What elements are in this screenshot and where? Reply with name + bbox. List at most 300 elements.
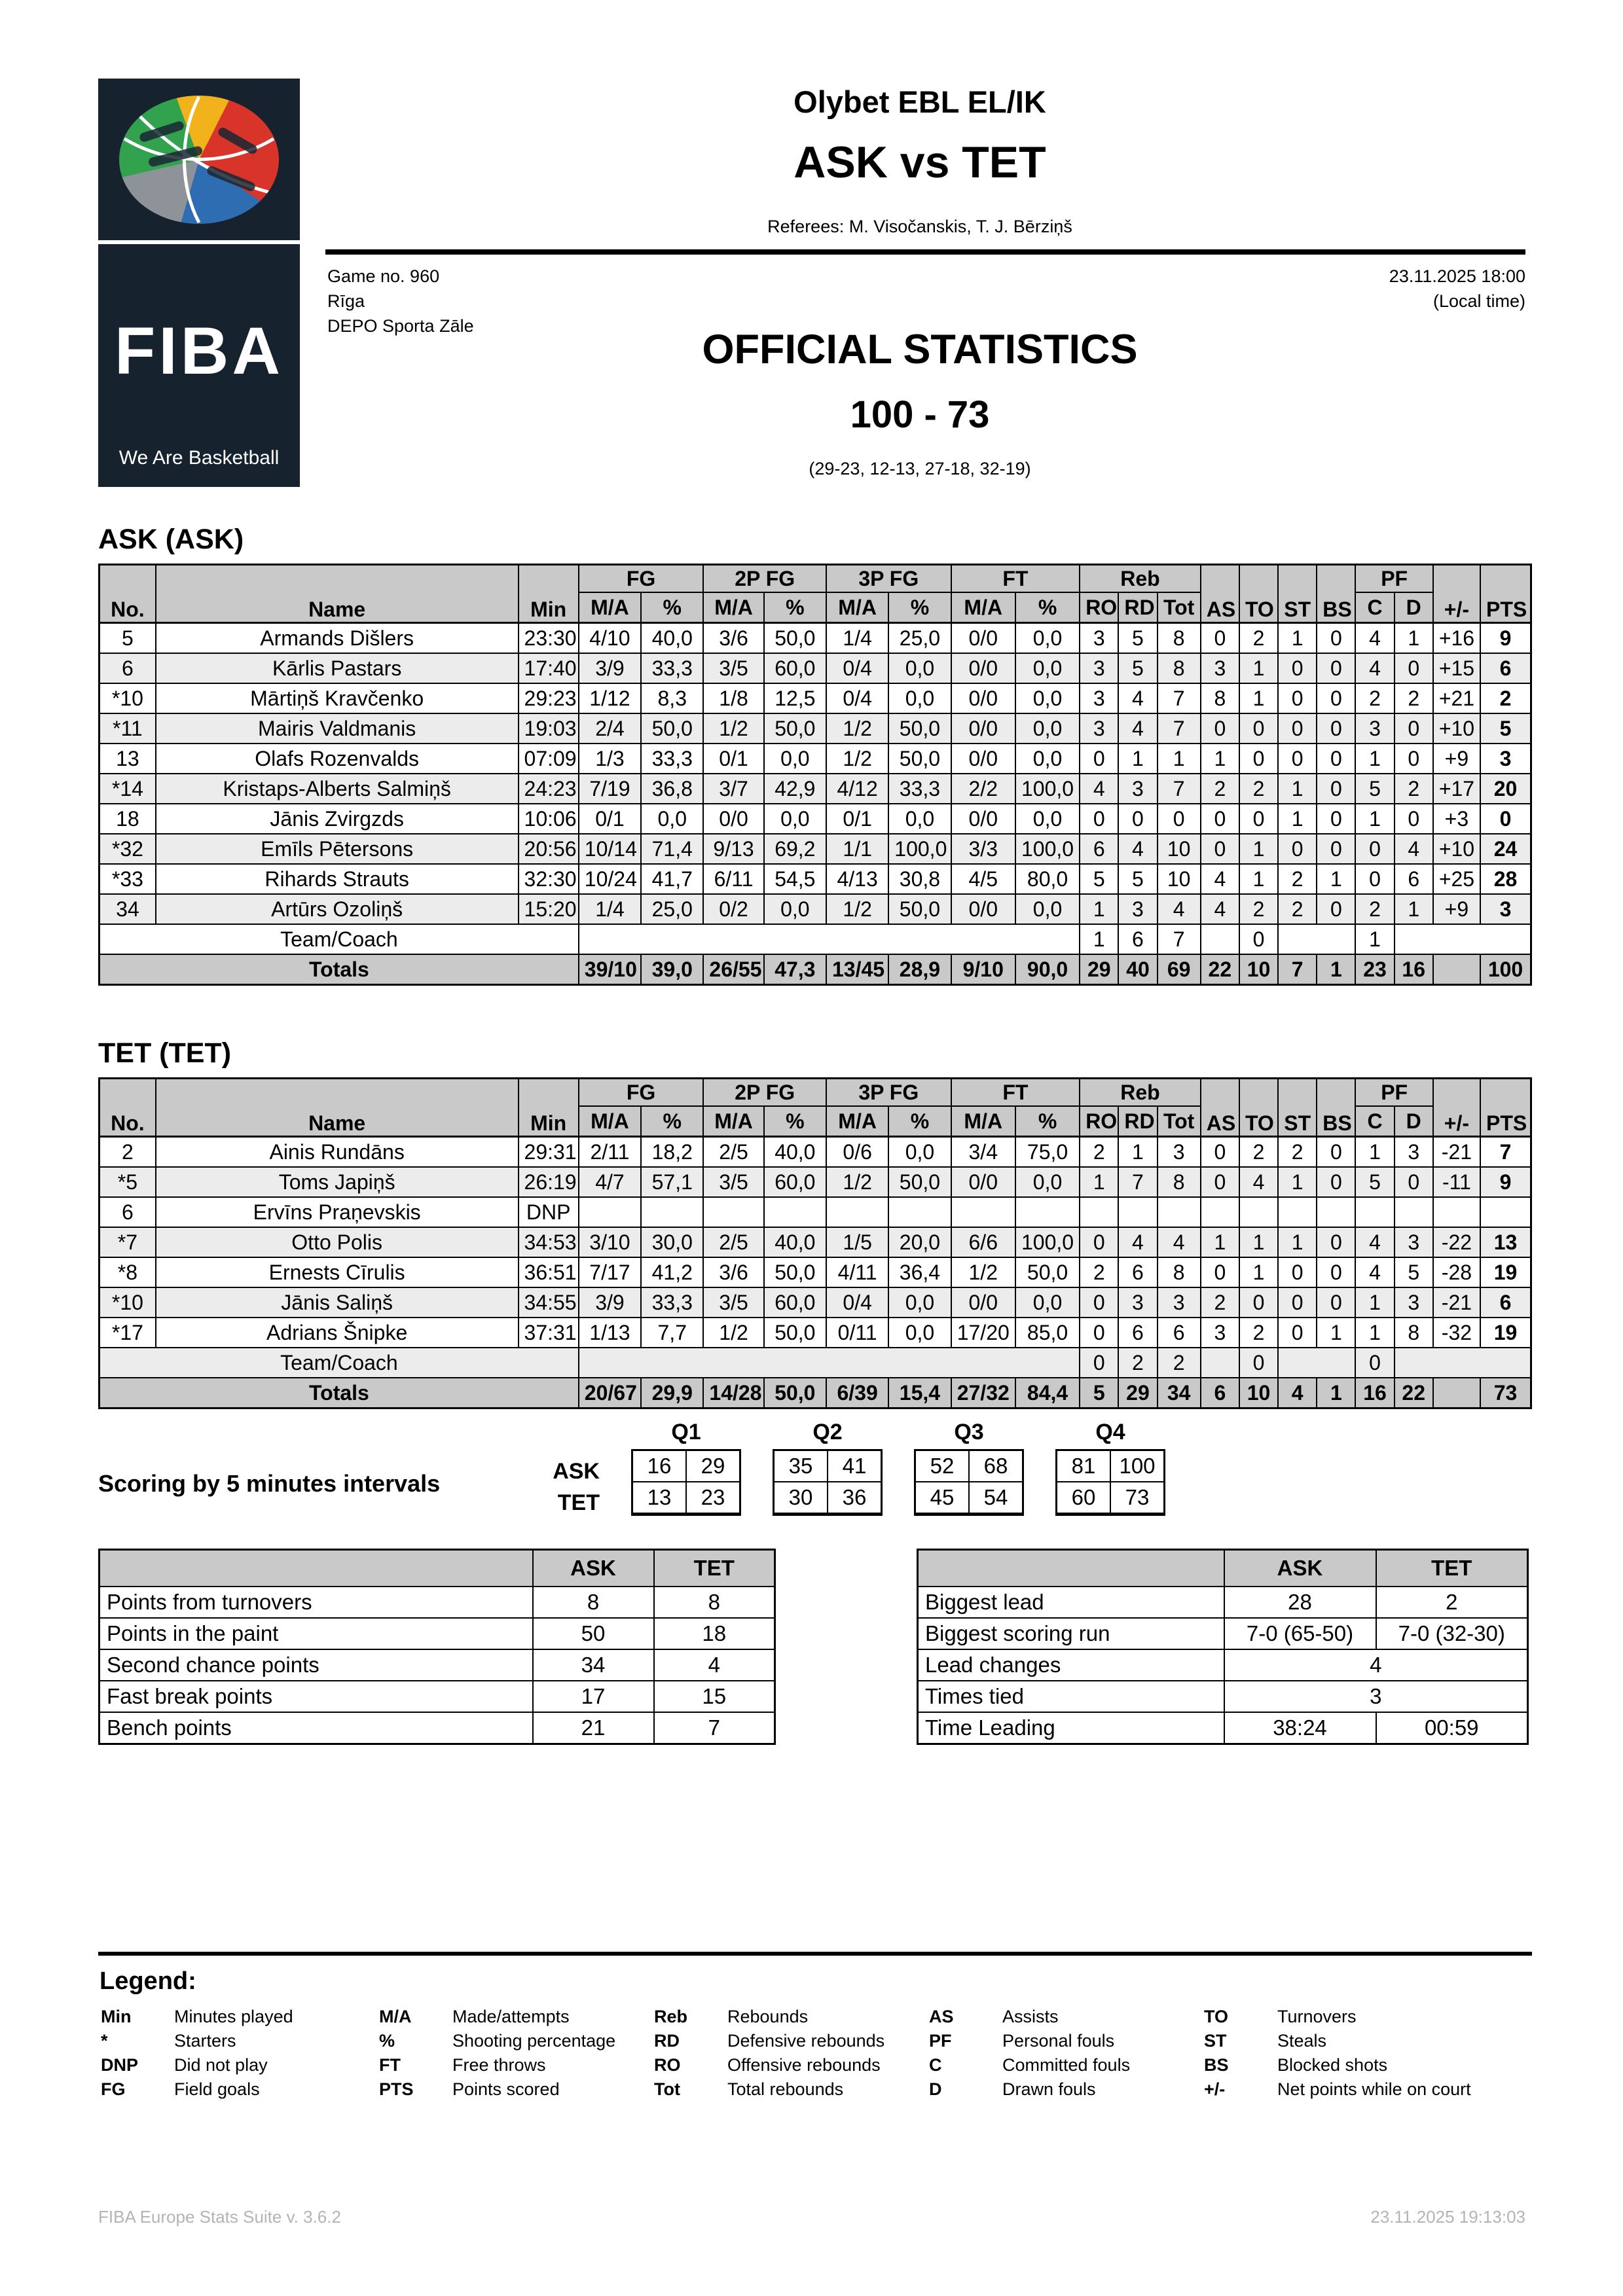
stat-cell-p3p: 50,0 — [888, 1167, 951, 1197]
g — [124, 97, 274, 223]
stat-cell-tot: 7 — [1158, 774, 1201, 804]
player-row — [100, 774, 1531, 804]
stat-cell-ro: 3 — [1080, 653, 1118, 683]
cmp-label: Bench points — [100, 1712, 533, 1744]
stat-cell-d: 3 — [1395, 1287, 1433, 1318]
stat-cell-p2p: 0,0 — [764, 744, 826, 774]
stat-cell-c: 4 — [1355, 1227, 1394, 1257]
stat-cell-c: 1 — [1355, 1318, 1394, 1348]
quarter-block — [914, 1419, 1024, 1518]
stat-cell: Team/Coach — [100, 1348, 579, 1378]
quarter-score-table — [773, 1449, 883, 1516]
stat-cell-st: 2 — [1278, 1137, 1317, 1168]
legend — [98, 1952, 1532, 2102]
stat-cell-p2p: 40,0 — [764, 1227, 826, 1257]
rect — [217, 126, 259, 155]
stat-cell-to: 2 — [1239, 894, 1278, 924]
stat-cell-pm: -11 — [1433, 1167, 1480, 1197]
col-tot: Tot — [1158, 1106, 1201, 1137]
stat-cell-p2: 2/5 — [703, 1137, 763, 1168]
legend-item — [376, 2029, 651, 2053]
stat-cell-p2p: 50,0 — [764, 1318, 826, 1348]
stat-cell-name: Rihards Strauts — [156, 864, 519, 894]
player-row — [100, 1167, 1531, 1197]
ask-column-header: ASK — [1224, 1550, 1376, 1587]
quarter-block — [1055, 1419, 1165, 1518]
stat-cell-fgp: 30,0 — [641, 1227, 703, 1257]
stat-cell-pts: 6 — [1480, 1287, 1531, 1318]
stat-cell-fgp: 50,0 — [641, 713, 703, 744]
stat-cell-p3: 1/2 — [826, 744, 888, 774]
col-fg-ma: M/A — [579, 1106, 641, 1137]
stat-cell-name: Toms Japiņš — [156, 1167, 519, 1197]
tet-title: TET (TET) — [98, 1037, 232, 1069]
col-d: D — [1395, 1106, 1433, 1137]
stat-cell-pm: -22 — [1433, 1227, 1480, 1257]
final-score: 100 - 73 — [850, 393, 990, 436]
legend-desc: Offensive rebounds — [727, 2055, 881, 2075]
legend-item — [1201, 2053, 1532, 2077]
stat-cell-fg: 1/4 — [579, 894, 641, 924]
stat-cell-ro: 2 — [1080, 1257, 1118, 1287]
cmp-label: Lead changes — [918, 1649, 1224, 1681]
quarter-label: Q1 — [671, 1420, 701, 1444]
stat-cell-ro — [1080, 1197, 1118, 1227]
stat-cell-d: 3 — [1395, 1137, 1433, 1168]
stat-cell-p3p: 36,4 — [888, 1257, 951, 1287]
stat-cell-p2p: 69,2 — [764, 834, 826, 864]
stat-cell-tot: 10 — [1158, 834, 1201, 864]
stat-cell-pm — [1433, 1197, 1480, 1227]
cmp-tet-value: 18 — [654, 1618, 775, 1649]
stat-cell-d: 6 — [1395, 864, 1433, 894]
stat-cell-fg: 10/14 — [579, 834, 641, 864]
stat-cell-min: 36:51 — [519, 1257, 579, 1287]
stat-cell-st: 1 — [1278, 774, 1317, 804]
legend-abbr: D — [929, 2079, 942, 2099]
stat-cell-no: 18 — [100, 804, 156, 834]
stat-cell: 2 — [1118, 1348, 1157, 1378]
stat-cell-tot: 10 — [1158, 864, 1201, 894]
stat-cell-p3p — [888, 1197, 951, 1227]
stat-cell-p2p: 50,0 — [764, 623, 826, 654]
cmp-label: Fast break points — [100, 1681, 533, 1712]
cmp-tet-value: 4 — [654, 1649, 775, 1681]
col-to: TO — [1239, 1079, 1278, 1137]
legend-desc: Made/attempts — [452, 2007, 570, 2026]
stat-cell-fg — [579, 1197, 641, 1227]
stat-cell-pm: -32 — [1433, 1318, 1480, 1348]
stat-cell-as: 8 — [1201, 683, 1239, 713]
game-stats-table — [98, 1549, 776, 1745]
stat-cell-as: 0 — [1201, 1257, 1239, 1287]
player-row — [100, 1318, 1531, 1348]
stat-cell-no: 13 — [100, 744, 156, 774]
stat-cell-ft: 3/3 — [951, 834, 1015, 864]
col-pts: PTS — [1480, 565, 1531, 623]
stat-cell-pm: -21 — [1433, 1287, 1480, 1318]
stat-cell-p3p: 20,0 — [888, 1227, 951, 1257]
quarter-label: Q2 — [812, 1420, 843, 1444]
stat-cell: 0 — [1355, 1348, 1394, 1378]
player-row — [100, 744, 1531, 774]
stat-cell-ftp: 0,0 — [1015, 1287, 1080, 1318]
legend-item — [926, 2077, 1201, 2102]
thead — [918, 1550, 1528, 1587]
stat-cell-p3p: 30,8 — [888, 864, 951, 894]
stat-cell-ftp: 75,0 — [1015, 1137, 1080, 1168]
col-no: No. — [100, 1079, 156, 1137]
score-cell: 100 — [1110, 1450, 1165, 1482]
cmp-row — [100, 1587, 775, 1618]
cmp-label: Biggest lead — [918, 1587, 1224, 1618]
stat-cell-bs: 0 — [1317, 683, 1355, 713]
blank-header — [100, 1550, 533, 1587]
legend-desc: Free throws — [452, 2055, 546, 2075]
col-ft-pct: % — [1015, 1106, 1080, 1137]
legend-item — [98, 2005, 376, 2029]
cmp-tet-value: 15 — [654, 1681, 775, 1712]
stat-cell: 6 — [1118, 924, 1157, 954]
stat-cell-rd — [1118, 1197, 1157, 1227]
competition-title: Olybet EBL EL/IK — [793, 84, 1046, 119]
quarter-score-table — [631, 1449, 741, 1516]
legend-item — [651, 2005, 926, 2029]
stat-cell-min: DNP — [519, 1197, 579, 1227]
legend-abbr: RO — [654, 2055, 681, 2075]
cmp-ask-value: 8 — [533, 1587, 654, 1618]
stat-cell-st: 1 — [1278, 1167, 1317, 1197]
legend-desc: Turnovers — [1277, 2007, 1357, 2026]
stat-cell-pm: +15 — [1433, 653, 1480, 683]
stat-cell-fgp: 33,3 — [641, 1287, 703, 1318]
stat-cell-p3: 1/5 — [826, 1227, 888, 1257]
stat-cell-tot: 0 — [1158, 804, 1201, 834]
stat-cell-ftp: 0,0 — [1015, 683, 1080, 713]
legend-desc: Total rebounds — [727, 2079, 844, 2099]
legend-desc: Field goals — [174, 2079, 260, 2099]
totals-row — [100, 954, 1531, 985]
stat-cell-ftp: 0,0 — [1015, 713, 1080, 744]
legend-abbr: C — [929, 2055, 942, 2075]
tet-stats-table — [98, 1077, 1532, 1409]
stat-cell-ft: 0/0 — [951, 804, 1015, 834]
stat-cell-c: 4 — [1355, 653, 1394, 683]
stat-cell-min: 34:55 — [519, 1287, 579, 1318]
stat-cell-pts: 9 — [1480, 1167, 1531, 1197]
legend-column — [376, 2005, 651, 2102]
stat-cell-as: 0 — [1201, 834, 1239, 864]
stat-cell-ft: 17/20 — [951, 1318, 1015, 1348]
stat-cell-ro: 3 — [1080, 683, 1118, 713]
stat-cell-fg: 1/13 — [579, 1318, 641, 1348]
player-row — [100, 1137, 1531, 1168]
col-st: ST — [1278, 1079, 1317, 1137]
stat-cell-no: *11 — [100, 713, 156, 744]
ask-table-body — [100, 623, 1531, 985]
player-row — [100, 864, 1531, 894]
score-cell: 29 — [686, 1450, 740, 1482]
col-rd: RD — [1118, 592, 1157, 623]
stat-cell-st: 0 — [1278, 834, 1317, 864]
legend-desc: Blocked shots — [1277, 2055, 1388, 2075]
stat-cell-c: 0 — [1355, 834, 1394, 864]
blank-header — [918, 1550, 1224, 1587]
stat-cell-fg: 3/9 — [579, 653, 641, 683]
stat-cell-ft: 0/0 — [951, 744, 1015, 774]
group-fg: FG — [579, 565, 704, 593]
stat-cell-p3p: 50,0 — [888, 894, 951, 924]
player-row — [100, 1287, 1531, 1318]
stat-cell-as: 3 — [1201, 653, 1239, 683]
col-bs: BS — [1317, 1079, 1355, 1137]
stat-cell-ft: 1/2 — [951, 1257, 1015, 1287]
stat-cell-ftp: 0,0 — [1015, 623, 1080, 654]
legend-desc: Did not play — [174, 2055, 268, 2075]
footer-app-version: FIBA Europe Stats Suite v. 3.6.2 — [98, 2207, 341, 2227]
game-datetime — [314, 264, 1525, 314]
legend-item — [376, 2053, 651, 2077]
stat-cell-p2p: 50,0 — [764, 713, 826, 744]
stat-cell-name: Jānis Saliņš — [156, 1287, 519, 1318]
stat-cell-pts: 19 — [1480, 1318, 1531, 1348]
stat-cell-d: 0 — [1395, 804, 1433, 834]
legend-divider — [98, 1952, 1532, 1956]
stat-cell-ft: 0/0 — [951, 653, 1015, 683]
col-2p-pct: % — [764, 592, 826, 623]
game-number: Game no. 960 — [327, 266, 440, 286]
stat-cell-rd: 5 — [1118, 623, 1157, 654]
cmp-tet-value: 7 — [654, 1712, 775, 1744]
legend-item — [1201, 2029, 1532, 2053]
stat-cell-pm: +17 — [1433, 774, 1480, 804]
legend-item — [376, 2077, 651, 2102]
stat-cell-c: 1 — [1355, 804, 1394, 834]
legend-desc: Steals — [1277, 2031, 1327, 2051]
stat-cell-ft: 0/0 — [951, 713, 1015, 744]
quarter-score-row — [1057, 1482, 1165, 1515]
col-c: C — [1355, 592, 1394, 623]
stat-cell-to: 2 — [1239, 623, 1278, 654]
stat-cell-fg: 7/17 — [579, 1257, 641, 1287]
stat-cell-c: 5 — [1355, 1167, 1394, 1197]
stat-cell-fg: 2/4 — [579, 713, 641, 744]
total-cell: 47,3 — [764, 954, 826, 985]
stat-cell-p2p: 12,5 — [764, 683, 826, 713]
stat-cell-as: 0 — [1201, 1167, 1239, 1197]
stat-cell-fgp: 25,0 — [641, 894, 703, 924]
col-2p-ma: M/A — [703, 592, 763, 623]
stat-cell-rd: 3 — [1118, 894, 1157, 924]
stat-cell-p2p: 0,0 — [764, 804, 826, 834]
total-cell: 69 — [1158, 954, 1201, 985]
group-pf: PF — [1355, 565, 1432, 593]
stat-cell-p3 — [826, 1197, 888, 1227]
stat-cell-c: 3 — [1355, 713, 1394, 744]
stat-cell-to: 0 — [1239, 1287, 1278, 1318]
quarter-score-row — [632, 1450, 740, 1482]
stat-cell-to — [1239, 1197, 1278, 1227]
totals-row — [100, 1378, 1531, 1408]
cmp-ask-value: 28 — [1224, 1587, 1376, 1618]
col-3p-ma: M/A — [826, 1106, 888, 1137]
legend-desc: Shooting percentage — [452, 2031, 616, 2051]
stat-cell-name: Ervīns Praņevskis — [156, 1197, 519, 1227]
legend-item — [651, 2029, 926, 2053]
stat-cell-as: 2 — [1201, 1287, 1239, 1318]
match-header — [314, 84, 1525, 237]
cmp-ask-value: 34 — [533, 1649, 654, 1681]
stat-cell-as: 2 — [1201, 774, 1239, 804]
stat-cell-tot: 8 — [1158, 623, 1201, 654]
stat-cell-to: 0 — [1239, 744, 1278, 774]
stat-cell-rd: 4 — [1118, 713, 1157, 744]
stat-cell-d: 0 — [1395, 744, 1433, 774]
stat-cell-d: 4 — [1395, 834, 1433, 864]
stat-cell-p2 — [703, 1197, 763, 1227]
stat-cell-c: 1 — [1355, 744, 1394, 774]
tr — [918, 1550, 1528, 1587]
stat-cell-c: 1 — [1355, 1137, 1394, 1168]
stat-cell-as: 1 — [1201, 744, 1239, 774]
total-cell: 73 — [1480, 1378, 1531, 1408]
stat-cell-ro: 5 — [1080, 864, 1118, 894]
stat-cell-ro: 0 — [1080, 1318, 1118, 1348]
stat-cell-p3: 0/1 — [826, 804, 888, 834]
thead — [100, 1550, 775, 1587]
stat-cell-p3p: 50,0 — [888, 744, 951, 774]
group-ft: FT — [951, 1079, 1080, 1107]
stat-cell-pts — [1480, 1197, 1531, 1227]
stat-cell-no: *7 — [100, 1227, 156, 1257]
col-rd: RD — [1118, 1106, 1157, 1137]
scoring-team-labels — [522, 1419, 600, 1518]
stat-cell-min: 15:20 — [519, 894, 579, 924]
stat-cell-ft: 0/0 — [951, 894, 1015, 924]
stat-cell — [1278, 1348, 1355, 1378]
stat-cell-no: 6 — [100, 1197, 156, 1227]
stat-cell-tot: 3 — [1158, 1287, 1201, 1318]
stat-cell-pm: +16 — [1433, 623, 1480, 654]
stat-cell-p3: 4/12 — [826, 774, 888, 804]
stat-cell-bs: 0 — [1317, 1227, 1355, 1257]
stat-cell-fgp: 0,0 — [641, 804, 703, 834]
stat-cell-ro: 0 — [1080, 1227, 1118, 1257]
stat-cell-fg: 10/24 — [579, 864, 641, 894]
col-st: ST — [1278, 565, 1317, 623]
col-plusminus: +/- — [1433, 1079, 1480, 1137]
player-row — [100, 1197, 1531, 1227]
stat-cell-no: 6 — [100, 653, 156, 683]
stat-cell-fg: 1/12 — [579, 683, 641, 713]
cmp-label: Time Leading — [918, 1712, 1224, 1744]
score-cell: 16 — [632, 1450, 687, 1482]
stat-cell-tot: 7 — [1158, 683, 1201, 713]
cmp-tet-value: 2 — [1376, 1587, 1528, 1618]
stat-cell-p3p: 0,0 — [888, 653, 951, 683]
total-cell: 50,0 — [764, 1378, 826, 1408]
ask-section — [98, 524, 1532, 986]
stat-cell-fg: 1/3 — [579, 744, 641, 774]
cmp-label: Points from turnovers — [100, 1587, 533, 1618]
stat-cell-ftp: 85,0 — [1015, 1318, 1080, 1348]
col-no: No. — [100, 565, 156, 623]
legend-abbr: M/A — [379, 2007, 412, 2026]
scoring-label: Scoring by 5 minutes intervals — [98, 1470, 441, 1497]
player-row — [100, 683, 1531, 713]
city: Rīga — [327, 291, 365, 311]
group-2pfg: 2P FG — [703, 565, 826, 593]
stat-cell-p3p: 50,0 — [888, 713, 951, 744]
local-time: (Local time) — [1432, 291, 1525, 311]
totals-label: Totals — [100, 954, 579, 985]
total-cell: 23 — [1355, 954, 1394, 985]
totals-label: Totals — [100, 1378, 579, 1408]
stat-cell-no: *5 — [100, 1167, 156, 1197]
col-d: D — [1395, 592, 1433, 623]
total-cell: 28,9 — [888, 954, 951, 985]
game-stats-body — [100, 1587, 775, 1744]
stat-cell-name: Kārlis Pastars — [156, 653, 519, 683]
stat-cell-rd: 6 — [1118, 1318, 1157, 1348]
stat-cell-no: *33 — [100, 864, 156, 894]
quarter-score-row — [774, 1450, 882, 1482]
legend-item — [926, 2029, 1201, 2053]
score-cell: 36 — [828, 1482, 882, 1515]
stat-cell-p2: 3/5 — [703, 1287, 763, 1318]
stat-cell-c: 4 — [1355, 1257, 1394, 1287]
stat-cell-tot: 8 — [1158, 1167, 1201, 1197]
stat-cell-ft: 4/5 — [951, 864, 1015, 894]
stat-cell-to: 1 — [1239, 683, 1278, 713]
legend-desc: Points scored — [452, 2079, 560, 2099]
legend-desc: Committed fouls — [1002, 2055, 1131, 2075]
stat-cell-p2: 2/5 — [703, 1227, 763, 1257]
stat-cell: 7 — [1158, 924, 1201, 954]
total-cell: 15,4 — [888, 1378, 951, 1408]
stat-cell-tot: 3 — [1158, 1137, 1201, 1168]
stat-cell-pts: 19 — [1480, 1257, 1531, 1287]
score-cell: 60 — [1057, 1482, 1111, 1515]
stat-cell-tot — [1158, 1197, 1201, 1227]
fiba-ball-logo — [98, 79, 300, 240]
stat-cell-ft: 2/2 — [951, 774, 1015, 804]
score-cell: 13 — [632, 1482, 687, 1515]
date-time: 23.11.2025 18:00 — [1389, 266, 1525, 286]
stat-cell-st: 2 — [1278, 864, 1317, 894]
stat-cell-st: 0 — [1278, 744, 1317, 774]
stat-cell-to: 4 — [1239, 1167, 1278, 1197]
quarter-score-row — [1057, 1450, 1165, 1482]
fiba-wordmark: FIBA — [115, 314, 283, 388]
stat-cell-rd: 6 — [1118, 1257, 1157, 1287]
tet-table-body — [100, 1137, 1531, 1408]
stat-cell-bs: 0 — [1317, 804, 1355, 834]
stat-cell-st: 0 — [1278, 683, 1317, 713]
stat-cell-to: 2 — [1239, 1318, 1278, 1348]
col-ft-pct: % — [1015, 592, 1080, 623]
legend-item — [651, 2077, 926, 2102]
stat-cell-name: Emīls Pētersons — [156, 834, 519, 864]
legend-abbr: Reb — [654, 2007, 688, 2026]
cmp-ask-value: 38:24 — [1224, 1712, 1376, 1744]
stat-cell-st: 0 — [1278, 1257, 1317, 1287]
stat-cell-to: 1 — [1239, 864, 1278, 894]
stat-cell-fg: 3/10 — [579, 1227, 641, 1257]
stat-cell-no: *10 — [100, 683, 156, 713]
score-cell: 81 — [1057, 1450, 1111, 1482]
quarter-label: Q4 — [1095, 1420, 1125, 1444]
